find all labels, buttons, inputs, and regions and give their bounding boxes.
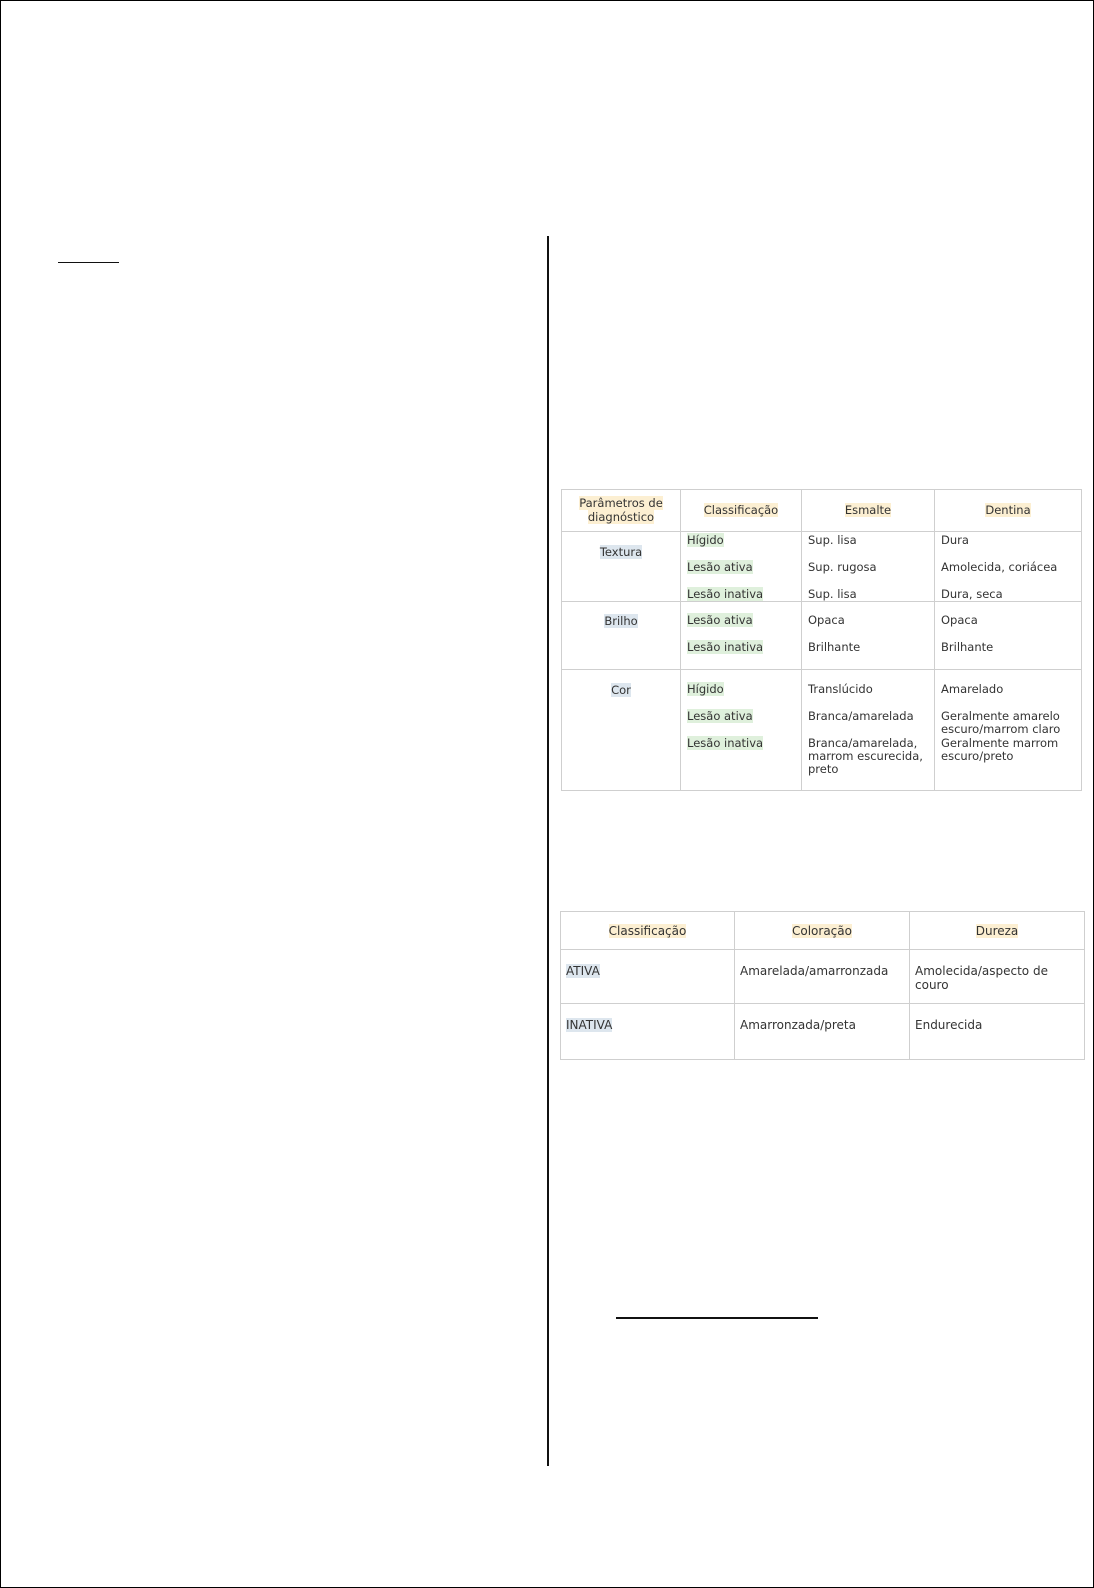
header-cell: Esmalte (802, 490, 935, 532)
coloracao-cell: Amarelada/amarronzada (735, 950, 910, 1004)
dentina-cell: Dura Amolecida, coriácea Dura, seca (935, 532, 1082, 602)
header-cell: Coloração (735, 912, 910, 950)
dureza-cell: Endurecida (910, 1004, 1085, 1060)
classification-cell: Hígido Lesão ativa Lesão inativa (681, 532, 802, 602)
table-row (561, 950, 1085, 1004)
classification-cell: Lesão ativa Lesão inativa (681, 602, 802, 670)
lesion-classification-table (560, 911, 1085, 1060)
esmalte-cell: Translúcido Branca/amarelada Branca/amarelada, marrom escurecida, preto (802, 670, 935, 791)
esmalte-cell: Opaca Brilhante (802, 602, 935, 670)
coloracao-cell: Amarronzada/preta (735, 1004, 910, 1060)
dentina-cell: Opaca Brilhante (935, 602, 1082, 670)
header-cell: Dureza (910, 912, 1085, 950)
diagnostic-parameters-table (561, 489, 1082, 791)
esmalte-cell: Sup. lisa Sup. rugosa Sup. lisa (802, 532, 935, 602)
table-header-row (562, 490, 1082, 532)
classification-cell: INATIVA (561, 1004, 735, 1060)
table-row (562, 602, 1082, 670)
heading-underline-right (616, 1317, 818, 1319)
column-divider (547, 236, 549, 1466)
parameter-cell: Textura (562, 532, 681, 602)
dentina-cell: Amarelado Geralmente amarelo escuro/marrom claro Geralmente marrom escuro/preto (935, 670, 1082, 791)
parameter-cell: Cor (562, 670, 681, 791)
classification-cell: Hígido Lesão ativa Lesão inativa (681, 670, 802, 791)
table-header-row (561, 912, 1085, 950)
classification-cell: ATIVA (561, 950, 735, 1004)
table-row (562, 670, 1082, 791)
header-cell: Parâmetros de diagnóstico (562, 490, 681, 532)
parameter-cell: Brilho (562, 602, 681, 670)
header-cell: Classificação (561, 912, 735, 950)
header-cell: Classificação (681, 490, 802, 532)
table-row (561, 1004, 1085, 1060)
header-cell: Dentina (935, 490, 1082, 532)
heading-underline-left (58, 262, 119, 263)
dureza-cell: Amolecida/aspecto de couro (910, 950, 1085, 1004)
table-row (562, 532, 1082, 602)
